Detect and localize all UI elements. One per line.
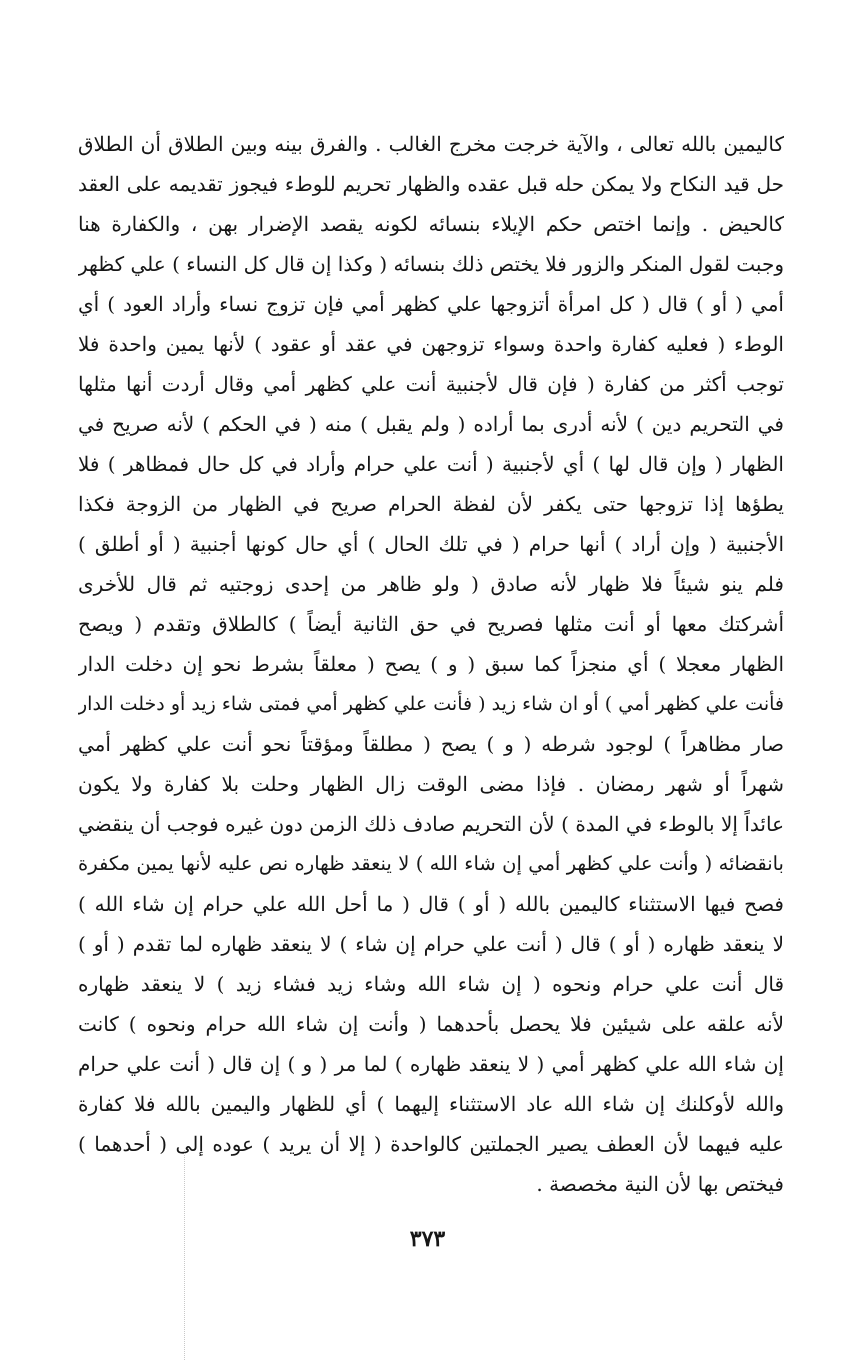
text-line: إن شاء الله علي كظهر أمي ( لا ينعقد ظهاره ) لما مر ( و ) إن قال ( أنت علي حرام <box>78 1052 784 1076</box>
text-line: الظهار معجلا ) أي منجزاً كما سبق ( و ) يصح ( معلقاً بشرط نحو إن دخلت الدار <box>78 652 784 676</box>
text-line: صار مظاهراً ) لوجود شرطه ( و ) يصح ( مطلقاً ومؤقتاً نحو أنت علي كظهر أمي <box>78 732 784 756</box>
text-line: شهراً أو شهر رمضان . فإذا مضى الوقت زال الظهار وحلت بلا كفارة ولا يكون <box>78 772 784 796</box>
text-line: وجبت لقول المنكر والزور فلا يختص ذلك بنسائه ( وكذا إن قال كل النساء ) علي كظهر <box>78 252 784 276</box>
text-line: أمي ( أو ) قال ( كل امرأة أتزوجها علي كظهر أمي فإن تزوج نساء وأراد العود ) أي <box>78 292 784 316</box>
text-line: في التحريم دين ) لأنه أدرى بما أراده ( ولم يقبل ) منه ( في الحكم ) لأنه صريح في <box>78 412 784 436</box>
text-line: الظهار ( وإن قال لها ) أي لأجنبية ( أنت علي حرام وأراد في كل حال فمظاهر ) فلا <box>78 452 784 476</box>
text-line: فلم ينو شيئاً فلا ظهار لأنه صادق ( ولو ظاهر من إحدى زوجتيه ثم قال للأخرى <box>78 572 784 596</box>
text-line: فصح فيها الاستثناء كاليمين بالله ( أو ) قال ( ما أحل الله علي حرام إن شاء الله ) <box>78 892 784 916</box>
text-line: كالحيض . وإنما اختص حكم الإيلاء بنسائه لكونه يقصد الإضرار بهن ، والكفارة هنا <box>78 212 784 236</box>
text-line: الوطء ( فعليه كفارة واحدة وسواء تزوجهن في عقد أو عقود ) لأنها يمين واحدة فلا <box>78 332 784 356</box>
text-line: حل قيد النكاح ولا يمكن حله قبل عقده والظهار تحريم للوطء فيجوز تقديمه على العقد <box>78 172 784 196</box>
text-line: قال أنت علي حرام ونحوه ( إن شاء الله وشاء زيد فشاء زيد ) لا ينعقد ظهاره <box>78 972 784 996</box>
scan-gutter-mark <box>184 1150 186 1360</box>
page-number: ٣٧٣ <box>409 1226 446 1252</box>
text-line: عليه فيهما لأن العطف يصير الجملتين كالواحدة ( إلا أن يريد ) عوده إلى ( أحدهما ) <box>78 1132 784 1156</box>
text-line: الأجنبية ( وإن أراد ) أنها حرام ( في تلك الحال ) أي حال كونها أجنبية ( أو أطلق ) <box>78 532 784 556</box>
text-line: والله لأوكلنك إن شاء الله عاد الاستثناء إليهما ) أي للظهار واليمين بالله فلا كفارة <box>78 1092 784 1116</box>
text-line: بانقضائه ( وأنت علي كظهر أمي إن شاء الله ) لا ينعقد ظهاره نص عليه لأنها يمين مكفرة <box>78 852 784 875</box>
text-line: فأنت علي كظهر أمي ) أو ان شاء زيد ( فأنت علي كظهر أمي فمتى شاء زيد أو دخلت الدار <box>78 693 784 715</box>
text-line: يطؤها إذا تزوجها حتى يكفر لأن لفظة الحرام صريح في الظهار من الزوجة فكذا <box>78 492 784 516</box>
text-line: عائداً إلا بالوطء في المدة ) لأن التحريم صادف ذلك الزمن دون غيره فوجب أن ينقضي <box>78 812 784 836</box>
text-line: أشركتك معها أو أنت مثلها فصريح في حق الثانية أيضاً ) كالطلاق وتقدم ( ويصح <box>78 612 784 636</box>
text-line: توجب أكثر من كفارة ( فإن قال لأجنبية أنت علي كظهر أمي وقال أردت أنها مثلها <box>78 372 784 396</box>
text-line: لا ينعقد ظهاره ( أو ) قال ( أنت علي حرام إن شاء ) لا ينعقد ظهاره لما تقدم ( أو ) <box>78 932 784 956</box>
body-text <box>78 124 784 1204</box>
text-line: لأنه علقه على شيئين فلا يحصل بأحدهما ( وأنت إن شاء الله حرام ونحوه ) كانت <box>78 1012 784 1036</box>
text-line: كاليمين بالله تعالى ، والآية خرجت مخرج الغالب . والفرق بينه وبين الطلاق أن الطلاق <box>78 132 784 156</box>
text-line-last: فيختص بها لأن النية مخصصة . <box>536 1172 784 1196</box>
